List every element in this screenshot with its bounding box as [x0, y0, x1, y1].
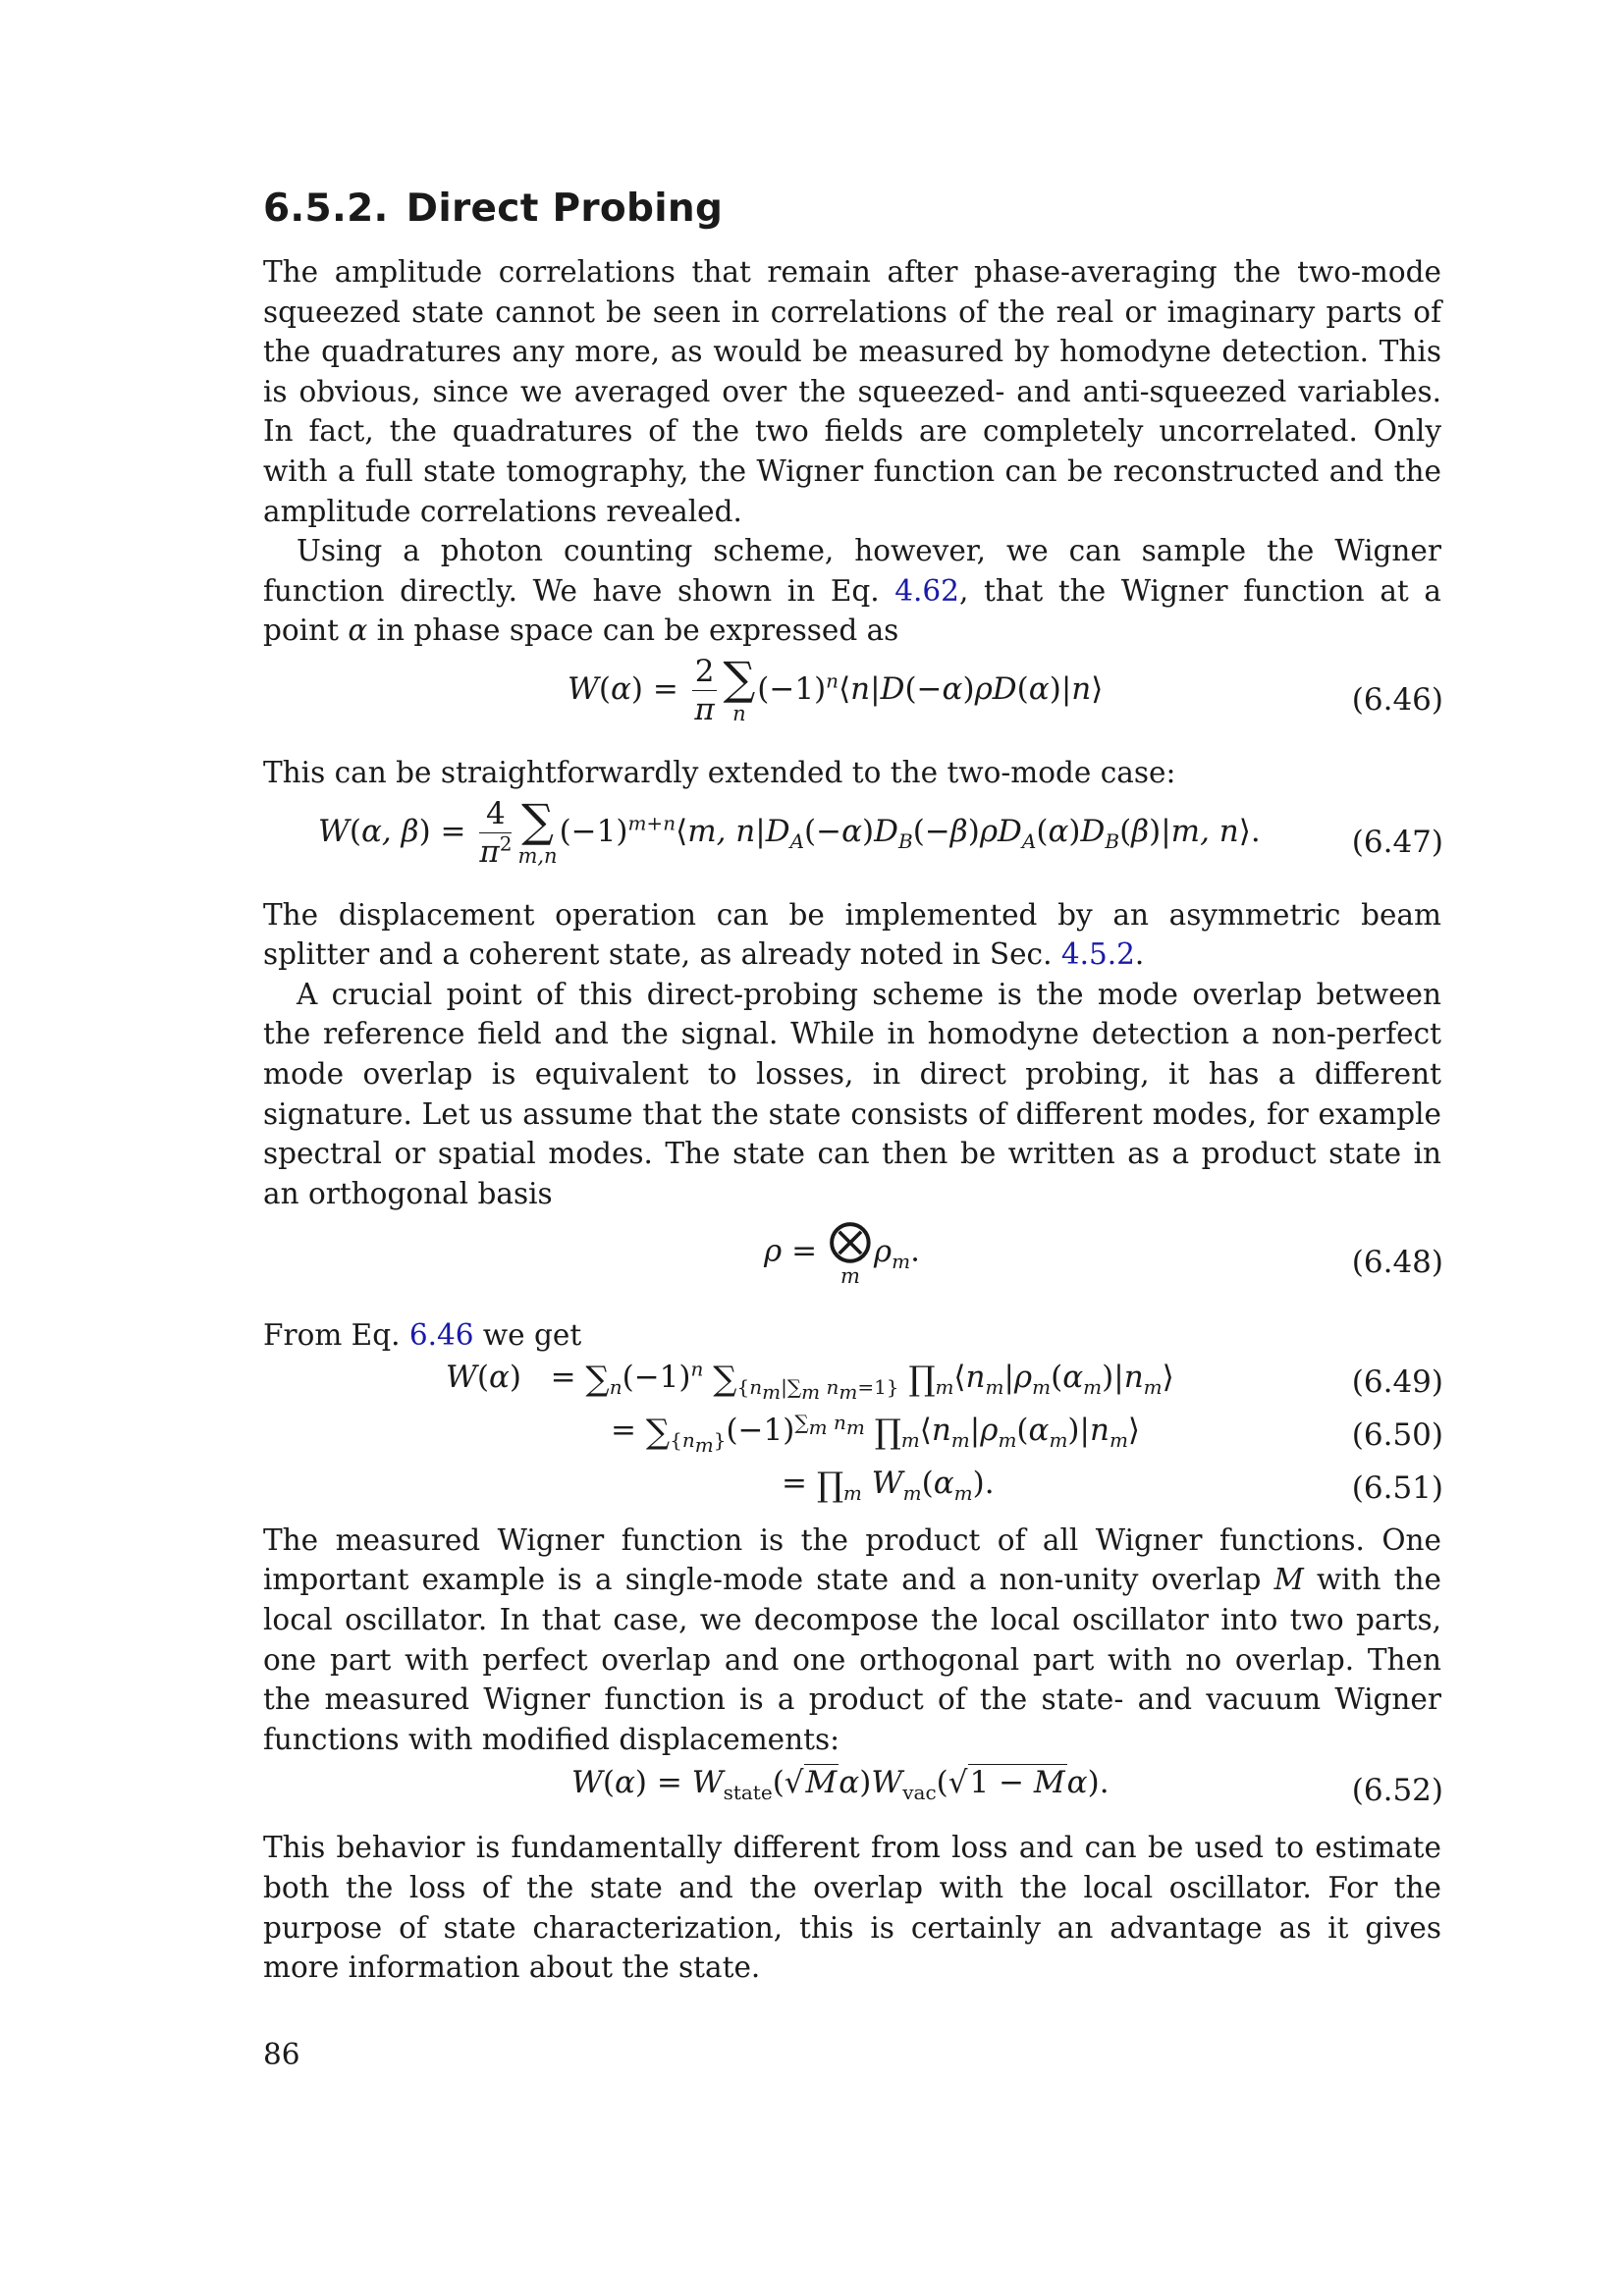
eq-6-46-link[interactable]: 6.46	[408, 1318, 474, 1353]
equation-6-51: = $\prod_m$ $W_m(\alpha_m)$. (6.51)	[782, 1465, 1443, 1506]
equation-number-6-48: (6.48)	[1351, 1245, 1443, 1281]
paragraph-3: This can be straightforwardly extended to the two-mode case:	[263, 755, 1176, 789]
equation-6-49: $W(\alpha) = \sum_n(-1)^n$ $\sum_{\{n_m|\sum_m n_m=1\}}$ $\prod_m⟨n_m|\rho_m(\alpha_m)|n_m⟩$ (6.49)	[446, 1357, 1443, 1405]
equation-6-50: = $\sum_{\{n_m\}}(-1)^{\sum_m n_m}$ $\prod_m⟨n_m|\rho_m(\alpha_m)|n_m⟩$ (6.50)	[611, 1410, 1443, 1458]
paragraph-7-text-b: with the local oscillator. In that case, we decompose the local oscillator into two parts, one part with perfect overlap and one orthogonal part with no overlap. Then the measured Wigner function is a product of the state- and vacuum Wigner functions with modified displacements:	[263, 1563, 1441, 1756]
equation-number-6-52: (6.52)	[1351, 1773, 1443, 1809]
page-number: 86	[263, 2038, 300, 2071]
section-number: 6.5.2.	[263, 187, 389, 231]
equation-number-6-50: (6.50)	[1351, 1416, 1443, 1453]
paragraph-2-text-a: Using a photon counting scheme, however, we can sample the Wigner function directly. We have shown in Eq.	[263, 534, 1441, 608]
paragraph-7: The measured Wigner function is the product of all Wigner functions. One important example is a single-mode state and a non-unity overlap M with the local oscillator. In that case, we decompose the local oscillator into two parts, one part with perfect overlap and one orthogonal part with no overlap. Then the measured Wigner function is a product of the state- and vacuum Wigner functions with modified displacements:	[263, 1522, 1441, 1756]
paragraph-1: The amplitude correlations that remain after phase-averaging the two-mode squeezed state cannot be seen in correlations of the real or imaginary parts of the quadratures any more, as would be measured by homodyne detection. This is obvious, since we averaged over the squeezed- and anti-squeezed variables. In fact, the quadratures of the two fields are completely uncorrelated. Only with a full state tomography, the Wigner function can be reconstructed and the amplitude correlations revealed.	[263, 255, 1441, 528]
paragraph-6	[263, 1315, 1441, 1356]
paragraph-6-text-b: we get	[473, 1318, 582, 1353]
paragraph-7-text-a: The measured Wigner function is the product of all Wigner functions. One important example is a single-mode state and a non-unity overlap	[263, 1522, 1441, 1597]
paragraph-5: A crucial point of this direct-probing scheme is the mode overlap between the reference field and the signal. While in homodyne detection a non-perfect mode overlap is equivalent to losses, in direct probing, it has a different signature. Let us assume that the state consists of different modes, for example spectral or spatial modes. The state can then be written as a product state in an orthogonal basis	[263, 977, 1441, 1210]
equation-number-6-51: (6.51)	[1351, 1469, 1443, 1506]
equation-number-6-47: (6.47)	[1351, 824, 1443, 860]
section-title: Direct Probing	[406, 187, 724, 231]
eq-4-62-link[interactable]: 4.62	[894, 573, 959, 608]
paragraph-4	[263, 895, 1441, 975]
paragraph-4-text-b: .	[1134, 937, 1145, 972]
equation-number-6-46: (6.46)	[1351, 681, 1443, 718]
paragraph-6-text-a: From Eq.	[263, 1318, 409, 1353]
paragraph-8: This behavior is fundamentally different from loss and can be used to estimate both the loss of the state and the overlap with the local oscillator. For the purpose of state characterization, this is certainly an advantage as it gives more information about the state.	[263, 1831, 1441, 1985]
paragraph-4-text-a: The displacement operation can be implemented by an asymmetric beam splitter and a coherent state, as already noted in Sec.	[263, 897, 1441, 972]
equation-6-52: $W(\alpha) = W_{state}(√M\alpha)W_{vac}(√1 - M\alpha)$. (6.52)	[571, 1765, 1443, 1809]
equation-6-47: W(α, β) = $\frac{4}{\pi^2}$ ∑ m,n $(-1)^{m+n}⟨m$, $n|D_A(-\alpha)D_B(-\beta)\rho D_A(\alpha)D_B(\beta)|m$, n⟩. (6.47)	[318, 794, 1443, 870]
paragraph-2-text-c: in phase space can be expressed as	[367, 614, 899, 648]
equation-6-48: ρ = ⨂ m $\rho_m$. (6.48)	[764, 1215, 1443, 1289]
page-content	[263, 187, 1441, 1988]
paragraph-2: Using a photon counting scheme, however, we can sample the Wigner function directly. We have shown in Eq. 4.62, that the Wigner function at a point α in phase space can be expressed as	[263, 534, 1441, 648]
equation-number-6-49: (6.49)	[1351, 1363, 1443, 1400]
paragraph-2-text-b: , that the Wigner function at a point	[263, 573, 1441, 648]
sec-4-5-2-link[interactable]: 4.5.2	[1060, 937, 1135, 972]
equation-6-46: W(α) = $\frac{2}{\pi}$ ∑ n $(-1)^n⟨n|D(-\alpha)\rho D(\alpha)|n⟩$ (6.46)	[568, 652, 1443, 727]
section-heading	[263, 187, 1441, 231]
